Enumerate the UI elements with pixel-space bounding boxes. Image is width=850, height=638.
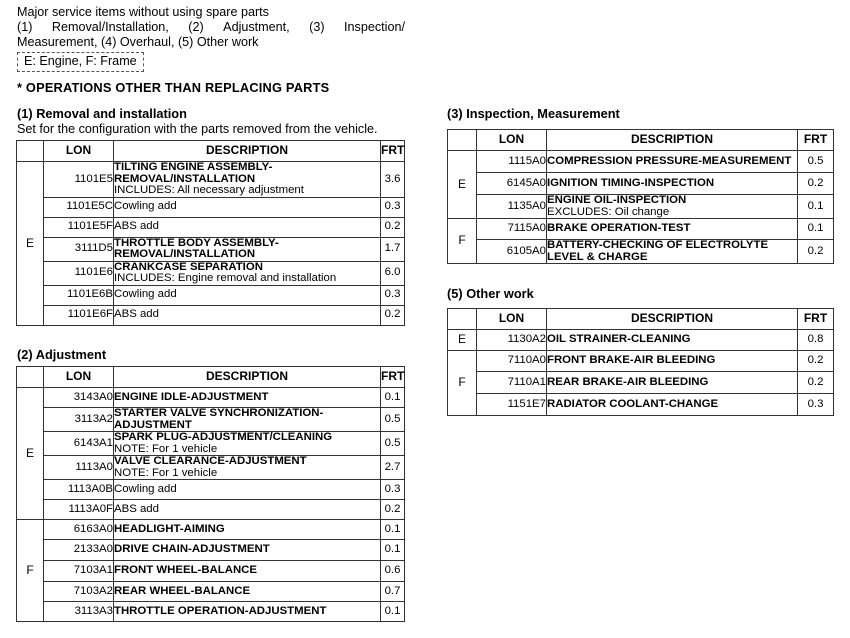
description-cell bbox=[547, 372, 798, 394]
table-row bbox=[17, 388, 405, 408]
table-row bbox=[448, 151, 834, 173]
frt-value: 0.3 bbox=[381, 285, 405, 305]
description-title: ABS add bbox=[114, 308, 159, 321]
lon-code: 3143A0 bbox=[44, 388, 114, 408]
frt-value: 0.2 bbox=[381, 305, 405, 325]
description-cell bbox=[547, 351, 798, 372]
intro-line-2 bbox=[17, 20, 405, 35]
description-title: Cowling add bbox=[114, 200, 177, 213]
lon-code: 1101E6B bbox=[44, 285, 114, 305]
description-title: ABS add bbox=[114, 220, 159, 233]
frt-value: 0.5 bbox=[381, 408, 405, 432]
frt-value: 0.3 bbox=[798, 394, 834, 416]
group-column-header bbox=[17, 141, 44, 162]
description-title: IGNITION TIMING-INSPECTION bbox=[547, 176, 715, 189]
removal-section-title: (1) Removal and installation bbox=[17, 106, 187, 121]
lon-code: 1113A0F bbox=[44, 500, 114, 520]
table-row bbox=[17, 432, 405, 456]
description-title: FRONT BRAKE-AIR BLEEDING bbox=[547, 354, 716, 367]
lon-column-header: LON bbox=[477, 309, 547, 330]
description-title: TILTING ENGINE ASSEMBLY-REMOVAL/INSTALLATION bbox=[114, 161, 273, 185]
description-title: THROTTLE OPERATION-ADJUSTMENT bbox=[114, 604, 327, 617]
description-column-header: DESCRIPTION bbox=[114, 367, 381, 388]
lon-code: 6105A0 bbox=[477, 240, 547, 264]
lon-code: 3111D5 bbox=[44, 237, 114, 261]
table-header-row bbox=[448, 130, 834, 151]
description-title: ENGINE OIL-INSPECTION bbox=[547, 194, 687, 206]
description-cell bbox=[114, 197, 381, 217]
inspection-section-title: (3) Inspection, Measurement bbox=[447, 106, 620, 121]
description-note: NOTE: For 1 vehicle bbox=[114, 466, 218, 479]
description-cell bbox=[114, 305, 381, 325]
operations-heading: * OPERATIONS OTHER THAN REPLACING PARTS bbox=[17, 80, 330, 95]
intro-line-3: Measurement, (4) Overhaul, (5) Other work bbox=[17, 35, 259, 49]
table-row bbox=[448, 330, 834, 351]
description-title: REAR BRAKE-AIR BLEEDING bbox=[547, 375, 709, 388]
table-header-row bbox=[448, 309, 834, 330]
description-cell bbox=[547, 173, 798, 195]
description-note: INCLUDES: Engine removal and installation bbox=[114, 272, 337, 284]
group-code: F bbox=[448, 351, 477, 416]
description-cell bbox=[114, 582, 381, 602]
lon-column-header: LON bbox=[477, 130, 547, 151]
lon-code: 1101E6F bbox=[44, 305, 114, 325]
table-row bbox=[17, 540, 405, 561]
lon-code: 7110A1 bbox=[477, 372, 547, 394]
table-row bbox=[17, 561, 405, 582]
description-title: OIL STRAINER-CLEANING bbox=[547, 333, 691, 346]
frt-value: 0.2 bbox=[798, 351, 834, 372]
table-header-row bbox=[17, 141, 405, 162]
table-row bbox=[17, 285, 405, 305]
frt-value: 0.3 bbox=[381, 480, 405, 500]
intro-word: Adjustment, bbox=[223, 20, 290, 34]
table-row bbox=[448, 195, 834, 219]
group-code: E bbox=[17, 162, 44, 326]
description-title: ENGINE IDLE-ADJUSTMENT bbox=[114, 390, 269, 403]
description-cell bbox=[114, 261, 381, 285]
description-cell bbox=[547, 394, 798, 416]
group-code: E bbox=[17, 388, 44, 520]
table-row bbox=[17, 520, 405, 540]
description-cell bbox=[547, 330, 798, 351]
intro-word: (3) bbox=[309, 20, 325, 34]
group-column-header bbox=[448, 130, 477, 151]
frt-value: 6.0 bbox=[381, 261, 405, 285]
table-row bbox=[448, 240, 834, 264]
table-row bbox=[17, 305, 405, 325]
frt-value: 1.7 bbox=[381, 237, 405, 261]
description-cell bbox=[114, 456, 381, 480]
description-title: BATTERY-CHECKING OF ELECTROLYTE LEVEL & CHARGE bbox=[547, 239, 769, 263]
description-cell bbox=[114, 520, 381, 540]
description-column-header: DESCRIPTION bbox=[547, 130, 798, 151]
lon-code: 1113A0B bbox=[44, 480, 114, 500]
table-row bbox=[17, 237, 405, 261]
frt-value: 0.2 bbox=[798, 173, 834, 195]
lon-code: 7103A1 bbox=[44, 561, 114, 582]
table-row bbox=[448, 394, 834, 416]
intro-word: (1) bbox=[17, 20, 33, 34]
description-cell bbox=[547, 195, 798, 219]
description-cell bbox=[114, 432, 381, 456]
intro-word: Removal/Installation, bbox=[51, 20, 169, 34]
table-row bbox=[17, 408, 405, 432]
description-note: EXCLUDES: Oil change bbox=[547, 205, 670, 218]
removal-section-note: Set for the configuration with the parts removed from the vehicle. bbox=[17, 122, 378, 136]
description-title: THROTTLE BODY ASSEMBLY-REMOVAL/INSTALLATION bbox=[114, 236, 279, 260]
intro-text bbox=[17, 5, 405, 50]
description-title: REAR WHEEL-BALANCE bbox=[114, 584, 251, 597]
other-work-section-title: (5) Other work bbox=[447, 286, 534, 301]
description-title: Cowling add bbox=[114, 482, 177, 495]
frt-value: 0.1 bbox=[381, 520, 405, 540]
description-cell bbox=[547, 151, 798, 173]
removal-table bbox=[16, 140, 405, 326]
table-row bbox=[17, 456, 405, 480]
description-note: NOTE: For 1 vehicle bbox=[114, 442, 218, 455]
frt-value: 0.5 bbox=[381, 432, 405, 456]
frt-value: 0.5 bbox=[798, 151, 834, 173]
frt-value: 0.1 bbox=[798, 195, 834, 219]
lon-code: 6145A0 bbox=[477, 173, 547, 195]
intro-word: Inspection/ bbox=[344, 20, 405, 34]
description-cell bbox=[114, 540, 381, 561]
lon-code: 1151E7 bbox=[477, 394, 547, 416]
frt-value: 0.2 bbox=[381, 500, 405, 520]
description-cell bbox=[114, 217, 381, 237]
description-cell bbox=[547, 240, 798, 264]
table-row bbox=[448, 173, 834, 195]
table-row bbox=[17, 500, 405, 520]
frt-value: 0.2 bbox=[798, 372, 834, 394]
description-title: ABS add bbox=[114, 502, 159, 515]
lon-column-header: LON bbox=[44, 367, 114, 388]
table-row bbox=[17, 162, 405, 198]
description-cell bbox=[114, 602, 381, 622]
lon-code: 7115A0 bbox=[477, 219, 547, 240]
frt-column-header: FRT bbox=[381, 367, 405, 388]
description-cell bbox=[114, 480, 381, 500]
lon-code: 1113A0 bbox=[44, 456, 114, 480]
description-title: Cowling add bbox=[114, 288, 177, 301]
description-note: INCLUDES: All necessary adjustment bbox=[114, 184, 304, 196]
description-title: FRONT WHEEL-BALANCE bbox=[114, 564, 258, 577]
table-row bbox=[448, 219, 834, 240]
legend-box: E: Engine, F: Frame bbox=[17, 52, 144, 72]
frt-column-header: FRT bbox=[798, 309, 834, 330]
description-title: CRANKCASE SEPARATION bbox=[114, 260, 263, 273]
table-header-row bbox=[17, 367, 405, 388]
frt-value: 0.2 bbox=[381, 217, 405, 237]
frt-value: 0.1 bbox=[381, 602, 405, 622]
lon-code: 7110A0 bbox=[477, 351, 547, 372]
lon-code: 3113A2 bbox=[44, 408, 114, 432]
table-row bbox=[17, 261, 405, 285]
lon-code: 1115A0 bbox=[477, 151, 547, 173]
lon-code: 6143A1 bbox=[44, 432, 114, 456]
description-title: STARTER VALVE SYNCHRONIZATION-ADJUSTMENT bbox=[114, 407, 324, 431]
lon-code: 1101E5C bbox=[44, 197, 114, 217]
table-row bbox=[17, 217, 405, 237]
table-row bbox=[448, 372, 834, 394]
description-cell bbox=[114, 408, 381, 432]
table-row bbox=[17, 197, 405, 217]
lon-code: 1135A0 bbox=[477, 195, 547, 219]
intro-line-1: Major service items without using spare parts bbox=[17, 5, 269, 19]
group-code: E bbox=[448, 151, 477, 219]
frt-value: 3.6 bbox=[381, 162, 405, 198]
group-column-header bbox=[448, 309, 477, 330]
inspection-table bbox=[447, 129, 834, 264]
adjustment-section-title: (2) Adjustment bbox=[17, 347, 107, 362]
description-title: BRAKE OPERATION-TEST bbox=[547, 222, 691, 235]
description-cell bbox=[114, 162, 381, 198]
description-cell bbox=[114, 285, 381, 305]
description-title: SPARK PLUG-ADJUSTMENT/CLEANING bbox=[114, 431, 333, 443]
lon-code: 6163A0 bbox=[44, 520, 114, 540]
other-work-table bbox=[447, 308, 834, 416]
description-cell bbox=[114, 237, 381, 261]
frt-value: 0.1 bbox=[381, 540, 405, 561]
table-row bbox=[17, 480, 405, 500]
description-title: COMPRESSION PRESSURE-MEASUREMENT bbox=[547, 154, 792, 167]
description-cell bbox=[114, 500, 381, 520]
group-column-header bbox=[17, 367, 44, 388]
frt-value: 0.1 bbox=[381, 388, 405, 408]
lon-code: 1101E5 bbox=[44, 162, 114, 198]
adjustment-table bbox=[16, 366, 405, 622]
description-cell bbox=[114, 388, 381, 408]
lon-code: 1130A2 bbox=[477, 330, 547, 351]
group-code: E bbox=[448, 330, 477, 351]
table-row bbox=[448, 351, 834, 372]
lon-code: 3113A3 bbox=[44, 602, 114, 622]
group-code: F bbox=[448, 219, 477, 264]
frt-column-header: FRT bbox=[798, 130, 834, 151]
description-cell bbox=[114, 561, 381, 582]
lon-code: 2133A0 bbox=[44, 540, 114, 561]
table-row bbox=[17, 582, 405, 602]
frt-value: 0.8 bbox=[798, 330, 834, 351]
description-title: DRIVE CHAIN-ADJUSTMENT bbox=[114, 543, 270, 556]
intro-word: (2) bbox=[188, 20, 204, 34]
description-cell bbox=[547, 219, 798, 240]
frt-value: 0.2 bbox=[798, 240, 834, 264]
lon-code: 1101E6 bbox=[44, 261, 114, 285]
description-title: HEADLIGHT-AIMING bbox=[114, 522, 225, 535]
frt-value: 0.6 bbox=[381, 561, 405, 582]
description-title: RADIATOR COOLANT-CHANGE bbox=[547, 397, 719, 410]
group-code: F bbox=[17, 520, 44, 622]
frt-value: 2.7 bbox=[381, 456, 405, 480]
description-column-header: DESCRIPTION bbox=[114, 141, 381, 162]
lon-column-header: LON bbox=[44, 141, 114, 162]
frt-value: 0.7 bbox=[381, 582, 405, 602]
lon-code: 1101E5F bbox=[44, 217, 114, 237]
frt-value: 0.3 bbox=[381, 197, 405, 217]
description-column-header: DESCRIPTION bbox=[547, 309, 798, 330]
description-title: VALVE CLEARANCE-ADJUSTMENT bbox=[114, 455, 307, 467]
frt-value: 0.1 bbox=[798, 219, 834, 240]
frt-column-header: FRT bbox=[381, 141, 405, 162]
lon-code: 7103A2 bbox=[44, 582, 114, 602]
table-row bbox=[17, 602, 405, 622]
